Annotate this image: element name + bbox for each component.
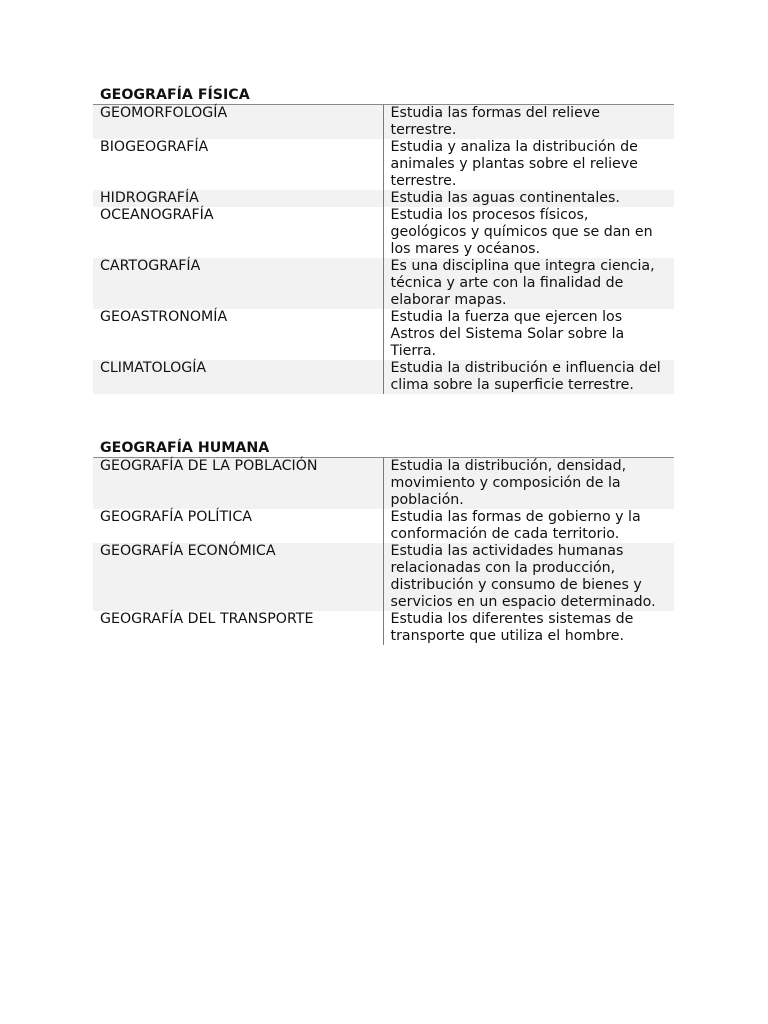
branch-name: GEOMORFOLOGÍA (93, 105, 383, 140)
branch-name: CLIMATOLOGÍA (93, 360, 383, 394)
branch-description: Estudia las formas de gobierno y la conformación de cada territorio. (390, 509, 641, 542)
branch-name: HIDROGRAFÍA (93, 190, 383, 207)
physical-geography-table (93, 87, 674, 394)
branch-name: GEOGRAFÍA ECONÓMICA (93, 543, 383, 611)
branch-description: Estudia la distribución e influencia del clima sobre la superficie terrestre. (383, 360, 674, 394)
branch-description: Estudia la fuerza que ejercen los Astros del Sistema Solar sobre la Tierra. (390, 309, 625, 359)
branch-description: Es una disciplina que integra ciencia, técnica y arte con la finalidad de elaborar mapas. (383, 258, 674, 309)
branch-description: Estudia las actividades humanas relacionadas con la producción, distribución y consumo de bienes y servicios en un espacio determinado. (383, 543, 674, 611)
table-row (93, 509, 674, 543)
table-row (93, 139, 674, 190)
branch-description: Estudia las aguas continentales. (383, 190, 674, 207)
branch-name: GEOGRAFÍA DE LA POBLACIÓN (93, 458, 383, 510)
table-row (93, 611, 674, 645)
branch-description: Estudia los procesos físicos, geológicos y químicos que se dan en los mares y océanos. (390, 207, 653, 257)
human-geography-table (93, 440, 674, 645)
branch-description: Estudia la distribución, densidad, movimiento y composición de la población. (383, 458, 674, 510)
table-row (93, 360, 674, 394)
branch-name: GEOGRAFÍA DEL TRANSPORTE (93, 611, 383, 645)
branch-name: BIOGEOGRAFÍA (93, 139, 383, 190)
table-row (93, 543, 674, 611)
branch-name: GEOGRAFÍA POLÍTICA (93, 509, 383, 543)
table-row (93, 309, 674, 360)
human-geography-heading: GEOGRAFÍA HUMANA (93, 440, 674, 458)
branch-name: GEOASTRONOMÍA (93, 309, 383, 360)
table-row (93, 190, 674, 207)
physical-geography-heading: GEOGRAFÍA FÍSICA (93, 87, 674, 105)
table-row (93, 258, 674, 309)
branch-name: OCEANOGRAFÍA (93, 207, 383, 258)
table-row (93, 458, 674, 510)
branch-description: Estudia los diferentes sistemas de transporte que utiliza el hombre. (390, 611, 634, 644)
branch-name: CARTOGRAFÍA (93, 258, 383, 309)
table-row (93, 105, 674, 140)
branch-description: Estudia y analiza la distribución de animales y plantas sobre el relieve terrestre. (390, 139, 638, 189)
branch-description: Estudia las formas del relieve terrestre. (383, 105, 674, 140)
table-row (93, 207, 674, 258)
